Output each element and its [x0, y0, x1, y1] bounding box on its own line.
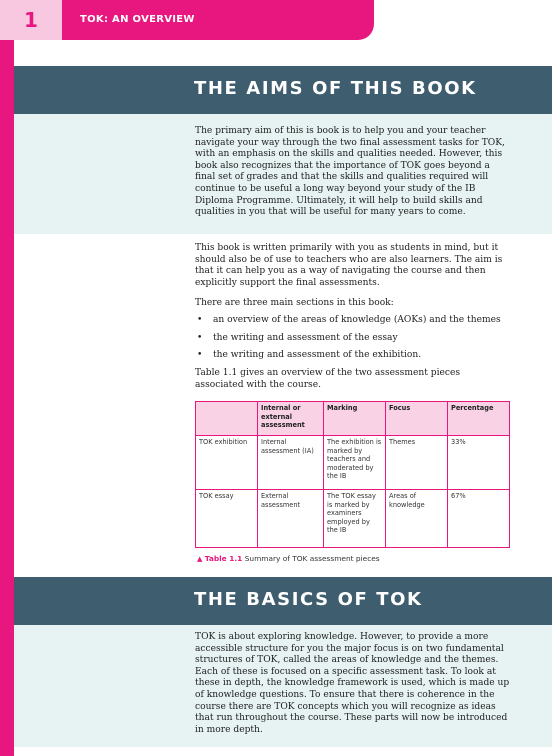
triangle-up-icon: ▲ — [197, 555, 203, 563]
section-heading-basics: THE BASICS OF TOK — [194, 589, 423, 610]
table-row — [196, 436, 510, 490]
table-row — [196, 490, 510, 548]
intro-paragraph: This book is written primarily with you as students in mind, but it should also be of use to teachers who are also learners. The aim is that it can help you as a way of navigating the course and then explicitly support the final assessments. — [195, 243, 503, 288]
table-cell: Themes — [386, 436, 448, 490]
list-item-text: the writing and assessment of the essay — [213, 332, 398, 343]
table-cell: TOK exhibition — [196, 436, 258, 490]
table-header-cell: Marking — [324, 402, 386, 436]
table-lead-text: Table 1.1 gives an overview of the two assessment pieces associated with the course. — [195, 368, 461, 390]
table-cell: External assessment — [258, 490, 324, 548]
chapter-number: 1 — [24, 8, 38, 32]
table-cell: TOK essay — [196, 490, 258, 548]
table-cell: The exhibition is marked by teachers and moderated by the IB — [324, 436, 386, 490]
bullet-icon: • — [197, 332, 203, 343]
list-item-text: the writing and assessment of the exhibition. — [213, 350, 422, 361]
bullet-icon: • — [197, 315, 203, 325]
table-header-cell: Percentage — [448, 402, 510, 436]
list-item — [195, 333, 510, 345]
chapter-header — [0, 0, 374, 40]
section-banner-basics — [14, 577, 552, 625]
table-header-row — [196, 402, 510, 436]
section-banner-aims — [14, 66, 552, 114]
left-accent-bar — [0, 0, 14, 756]
table-cell: Areas of knowledge — [386, 490, 448, 548]
bullet-icon: • — [197, 350, 203, 361]
sections-lead-text: There are three main sections in this book: — [195, 298, 394, 308]
table-header-cell — [196, 402, 258, 436]
table-cell: The TOK essay is marked by examiners employed by the IB — [324, 490, 386, 548]
table-caption-label: Table 1.1 — [204, 554, 243, 563]
assessment-table — [195, 401, 510, 548]
sections-list — [195, 315, 510, 368]
table-header-cell: Internal or external assessment — [258, 402, 324, 436]
list-item — [195, 315, 510, 327]
table-caption — [197, 554, 380, 563]
table-cell: 33% — [448, 436, 510, 490]
table-header-cell: Focus — [386, 402, 448, 436]
section-heading-aims: THE AIMS OF THIS BOOK — [194, 78, 477, 99]
table-cell: 67% — [448, 490, 510, 548]
list-item — [195, 350, 510, 362]
table-cell: Internal assessment (IA) — [258, 436, 324, 490]
aims-panel-paragraph: The primary aim of this is book is to help you and your teacher navigate your way through the two final assessment tasks for TOK, with an emphasis on the skills and qualities needed. However, this book also recognizes that the importance of TOK goes beyond a final set of grades and that the skills and qualities required will continue to be useful a long way beyond your study of the IB Diploma Programme. Ultimately, it will help to build skills and qualities in you that will be useful for many years to come. — [195, 126, 505, 218]
chapter-title: TOK: AN OVERVIEW — [80, 14, 195, 25]
list-item-text: an overview of the areas of knowledge (AOKs) and the themes — [213, 315, 501, 325]
table-caption-text: Summary of TOK assessment pieces — [244, 554, 380, 563]
basics-panel-paragraph: TOK is about exploring knowledge. However, to provide a more accessible structure for you the major focus is on two fundamental structures of TOK, called the areas of knowledge and the themes. Each of these is focused on a specific assessment task. To look at these in depth, the knowledge framework is used, which is made up of knowledge questions. To ensure that there is coherence in the course there are TOK concepts which you will recognize as ideas that run throughout the course. These parts will now be introduced in more depth. — [195, 632, 510, 735]
